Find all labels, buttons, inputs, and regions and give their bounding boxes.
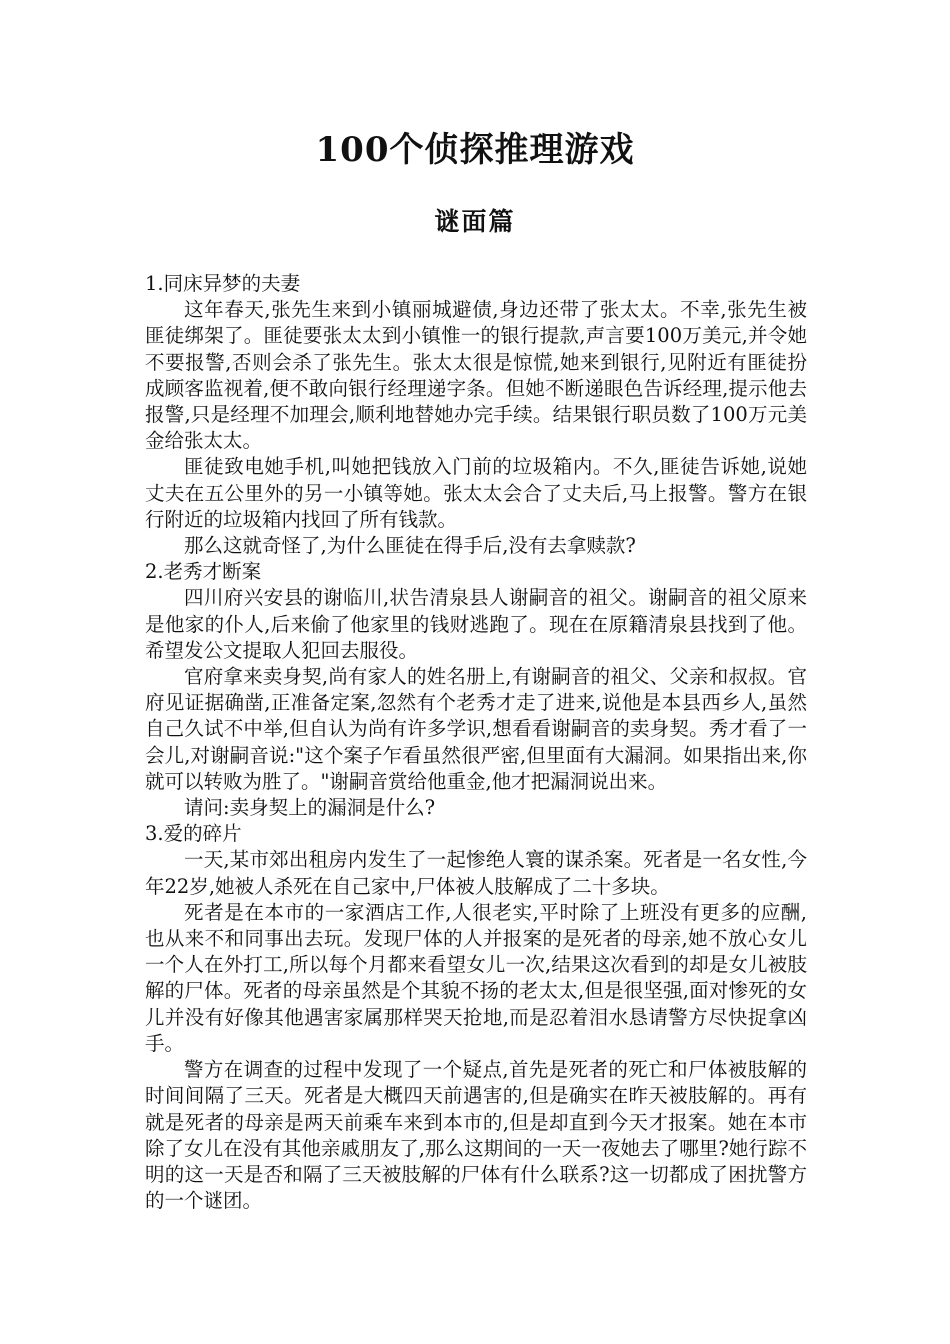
paragraph: 警方在调查的过程中发现了一个疑点,首先是死者的死亡和尸体被肢解的时间间隔了三天。死者是大概四天前遇害的,但是确实在昨天被肢解的。再有就是死者的母亲是两天前乘车来到本市的,但是却直到今天才报案。她在本市除了女儿在没有其他亲戚朋友了,那么这期间的一天一夜她去了哪里?她行踪不明的这一天是否和隔了三天被肢解的尸体有什么联系?这一切都成了困扰警方的一个谜团。 — [145, 1058, 807, 1213]
page-title: 100个侦探推理游戏 — [315, 130, 635, 170]
paragraph: 四川府兴安县的谢临川,状告清泉县人谢嗣音的祖父。谢嗣音的祖父原来是他家的仆人,后来偷了他家里的钱财逃跑了。现在在原籍清泉县找到了他。希望发公文提取人犯回去服役。 — [145, 586, 807, 662]
paragraph: 一天,某市郊出租房内发生了一起惨绝人寰的谋杀案。死者是一名女性,今年22岁,她被人杀死在自己家中,尸体被人肢解成了二十多块。 — [145, 848, 807, 898]
paragraph: 这年春天,张先生来到小镇丽城避债,身边还带了张太太。不幸,张先生被匪徒绑架了。匪徒要张太太到小镇惟一的银行提款,声言要100万美元,并令她不要报警,否则会杀了张先生。张太太很是惊慌,她来到银行,见附近有匪徒扮成顾客监视着,便不敢向银行经理递字条。但她不断递眼色告诉经理,提示他去报警,只是经理不加理会,顺利地替她办完手续。结果银行职员数了100万元美金给张太太。 — [145, 298, 807, 453]
question-paragraph: 请问:卖身契上的漏洞是什么? — [184, 796, 436, 820]
question-paragraph: 那么这就奇怪了,为什么匪徒在得手后,没有去拿赎款? — [184, 534, 636, 558]
section-heading: 2.老秀才断案 — [145, 560, 262, 584]
section-heading: 3.爱的碎片 — [145, 822, 242, 846]
section-3 — [145, 821, 807, 1214]
page-subtitle: 谜面篇 — [434, 207, 516, 236]
paragraph: 官府拿来卖身契,尚有家人的姓名册上,有谢嗣音的祖父、父亲和叔叔。官府见证据确凿,正准备定案,忽然有个老秀才走了进来,说他是本县西乡人,虽然自己久试不中举,但自认为尚有许多学识,想看看谢嗣音的卖身契。秀才看了一会儿,对谢嗣音说:"这个案子乍看虽然很严密,但里面有大漏洞。如果指出来,你就可以转败为胜了。"谢嗣音赏给他重金,他才把漏洞说出来。 — [145, 665, 807, 793]
section-2 — [145, 559, 807, 821]
document-body — [145, 271, 807, 1214]
section-1 — [145, 271, 807, 559]
paragraph: 匪徒致电她手机,叫她把钱放入门前的垃圾箱内。不久,匪徒告诉她,说她丈夫在五公里外的另一小镇等她。张太太会合了丈夫后,马上报警。警方在银行附近的垃圾箱内找回了所有钱款。 — [145, 455, 807, 531]
paragraph: 死者是在本市的一家酒店工作,人很老实,平时除了上班没有更多的应酬,也从来不和同事出去玩。发现尸体的人并报案的是死者的母亲,她不放心女儿一个人在外打工,所以每个月都来看望女儿一次,结果这次看到的却是女儿被肢解的尸体。死者的母亲虽然是个其貌不扬的老太太,但是很坚强,面对惨死的女儿并没有好像其他遇害家属那样哭天抢地,而是忍着泪水恳请警方尽快捉拿凶手。 — [145, 900, 807, 1055]
section-heading: 1.同床异梦的夫妻 — [145, 272, 301, 295]
